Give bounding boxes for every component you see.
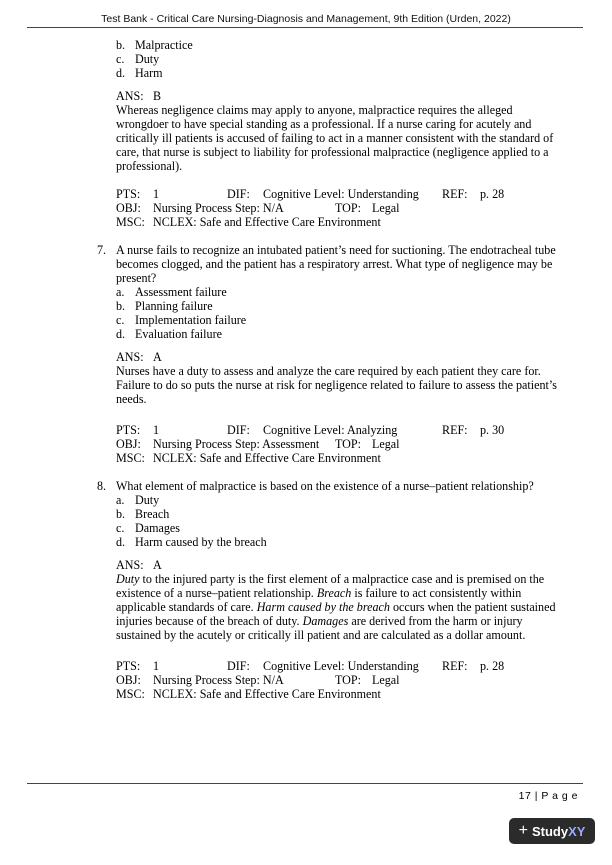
rationale-text: are derived from the harm or injury (348, 614, 523, 628)
q6-option-text: Harm (135, 66, 163, 80)
q6-msc-label: MSC: (116, 215, 145, 229)
q8-option-letter: b. (116, 507, 126, 521)
q8-stem-line: What element of malpractice is based on the existence of a nurse–patient relationship? (116, 479, 534, 493)
q6-msc-value: NCLEX: Safe and Effective Care Environment (153, 215, 381, 229)
q8-dif-value: Cognitive Level: Understanding (263, 659, 419, 673)
header-rule (27, 27, 583, 28)
q7-ref-label: REF: (442, 423, 468, 437)
q8-msc-label: MSC: (116, 687, 145, 701)
brand-name-part: Study (531, 823, 569, 839)
q6-top-label: TOP: (335, 201, 361, 215)
q8-rationale-line (116, 572, 544, 586)
q6-obj-value: Nursing Process Step: N/A (153, 201, 284, 215)
q7-number: 7. (97, 243, 107, 257)
q6-pts-label: PTS: (116, 187, 141, 201)
q6-rationale-line: wrongdoer to have special standing as a professional. If a nurse caring for acutely and (116, 117, 532, 131)
q8-ref-value: p. 28 (480, 659, 505, 673)
q7-stem-line: A nurse fails to recognize an intubated patient’s need for suctioning. The endotracheal tube (116, 243, 556, 257)
rationale-text: is failure to act consistently within (351, 586, 522, 600)
q7-pts-value: 1 (153, 423, 160, 437)
q7-answer-label: ANS: (116, 350, 144, 364)
brand-name (532, 824, 585, 839)
q7-rationale-line: Failure to do so puts the nurse at risk for negligence related to failure to assess the patient’s (116, 378, 557, 392)
rationale-text: injuries because of the breach of duty. (116, 614, 303, 628)
rationale-text: to the injured party is the first element of a malpractice case and is premised on the (139, 572, 545, 586)
q8-answer-label: ANS: (116, 558, 144, 572)
q6-top-value: Legal (372, 201, 400, 215)
q8-option-text: Breach (135, 507, 170, 521)
q6-option-letter: b. (116, 38, 126, 52)
q7-top-value: Legal (372, 437, 400, 451)
q8-ref-label: REF: (442, 659, 468, 673)
page-number: 17 | P a g e (518, 790, 578, 802)
footer-rule (27, 783, 583, 784)
brand-name-accent: XY (568, 823, 586, 839)
q7-obj-value: Nursing Process Step: Assessment (153, 437, 320, 451)
q6-option-letter: c. (116, 52, 125, 66)
q7-msc-value: NCLEX: Safe and Effective Care Environment (153, 451, 381, 465)
q6-dif-label: DIF: (227, 187, 250, 201)
document-header: Test Bank - Critical Care Nursing-Diagnosis and Management, 9th Edition (Urden, 2022) (101, 13, 511, 25)
q8-option-letter: d. (116, 535, 126, 549)
rationale-text: occurs when the patient sustained (389, 600, 556, 614)
rationale-italic-term: Harm caused by the breach (256, 600, 390, 614)
q8-dif-label: DIF: (227, 659, 250, 673)
q7-option-letter: b. (116, 299, 126, 313)
q8-number: 8. (97, 479, 107, 493)
q6-option-text: Duty (135, 52, 160, 66)
studyxy-badge[interactable] (509, 818, 595, 844)
rationale-italic-term: Damages (302, 614, 349, 628)
q8-rationale-line (116, 600, 556, 614)
q7-stem-line: becomes clogged, and the patient has a respiratory arrest. What type of negligence may be (116, 257, 553, 271)
q7-rationale-line: Nurses have a duty to assess and analyze the care required by each patient they care for. (116, 364, 541, 378)
q8-option-text: Damages (135, 521, 180, 535)
q7-ref-value: p. 30 (480, 423, 505, 437)
q8-pts-value: 1 (153, 659, 160, 673)
q7-option-text: Assessment failure (135, 285, 227, 299)
q7-option-text: Planning failure (135, 299, 213, 313)
q8-rationale-line (116, 586, 521, 600)
q7-dif-label: DIF: (227, 423, 250, 437)
q8-option-text: Duty (135, 493, 160, 507)
q7-stem-line: present? (116, 271, 157, 285)
q8-pts-label: PTS: (116, 659, 141, 673)
q8-answer-value: A (153, 558, 162, 572)
q8-rationale-line: sustained by the acutely or critically ill patient and are calculated as a dollar amount. (116, 628, 526, 642)
q8-option-text: Harm caused by the breach (135, 535, 267, 549)
q8-top-label: TOP: (335, 673, 361, 687)
q7-msc-label: MSC: (116, 451, 145, 465)
q7-obj-label: OBJ: (116, 437, 141, 451)
q8-obj-label: OBJ: (116, 673, 141, 687)
q6-rationale-line: professional). (116, 159, 183, 173)
q6-pts-value: 1 (153, 187, 160, 201)
q6-option-letter: d. (116, 66, 126, 80)
rationale-text: existence of a nurse–patient relationship. (116, 586, 317, 600)
q7-option-letter: c. (116, 313, 125, 327)
q7-pts-label: PTS: (116, 423, 141, 437)
q6-rationale-line: critically ill patients is accused of failing to act in a manner consistent with the standard of (116, 131, 554, 145)
q7-option-letter: d. (116, 327, 126, 341)
q7-dif-value: Cognitive Level: Analyzing (263, 423, 398, 437)
q8-obj-value: Nursing Process Step: N/A (153, 673, 284, 687)
rationale-italic-term: Breach (316, 586, 352, 600)
q7-option-text: Implementation failure (135, 313, 247, 327)
q8-top-value: Legal (372, 673, 400, 687)
q6-option-text: Malpractice (135, 38, 193, 52)
q6-ref-label: REF: (442, 187, 468, 201)
q8-msc-value: NCLEX: Safe and Effective Care Environment (153, 687, 381, 701)
q6-rationale-line: care, that nurse is subject to liability for professional malpractice (negligence applied to a (116, 145, 549, 159)
rationale-italic-term: Duty (116, 572, 140, 586)
q7-answer-value: A (153, 350, 162, 364)
rationale-text: applicable standards of care. (116, 600, 257, 614)
q8-rationale-line (116, 614, 523, 628)
plus-icon: + (518, 822, 528, 839)
q8-option-letter: c. (116, 521, 125, 535)
q6-answer-value: B (153, 89, 162, 103)
q7-top-label: TOP: (335, 437, 361, 451)
q7-rationale-line: needs. (116, 392, 147, 406)
q6-ref-value: p. 28 (480, 187, 505, 201)
q6-obj-label: OBJ: (116, 201, 141, 215)
q6-dif-value: Cognitive Level: Understanding (263, 187, 419, 201)
q6-answer-label: ANS: (116, 89, 144, 103)
q7-option-text: Evaluation failure (135, 327, 222, 341)
q8-option-letter: a. (116, 493, 125, 507)
q6-rationale-line: Whereas negligence claims may apply to anyone, malpractice requires the alleged (116, 103, 513, 117)
q7-option-letter: a. (116, 285, 125, 299)
